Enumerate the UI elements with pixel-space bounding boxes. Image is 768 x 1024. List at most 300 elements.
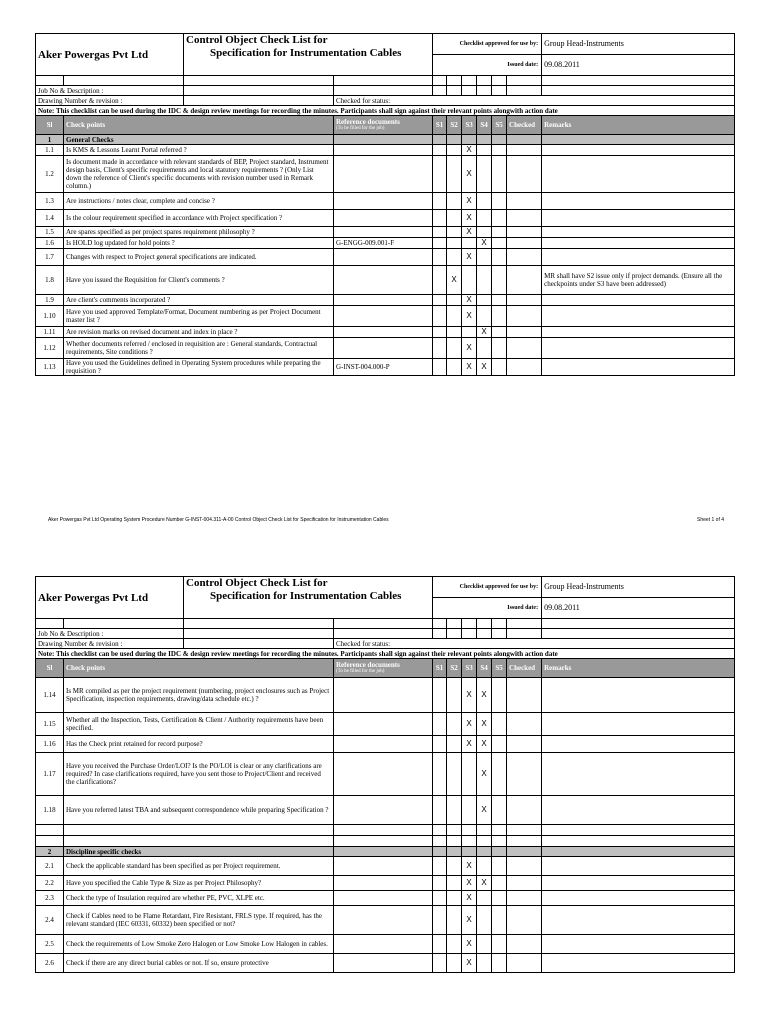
- stage-s5-mark[interactable]: [492, 359, 507, 376]
- stage-s3-mark[interactable]: [462, 796, 477, 825]
- stage-s1-mark[interactable]: [433, 145, 447, 156]
- item-number: 1.13: [36, 359, 64, 376]
- stage-s2-mark[interactable]: [447, 857, 462, 876]
- stage-s1-mark[interactable]: [433, 327, 447, 338]
- stage-s5-mark[interactable]: [492, 266, 507, 295]
- stage-s5-mark[interactable]: [492, 935, 507, 954]
- remarks-cell[interactable]: [542, 713, 735, 736]
- issued-value: 09.08.2011: [542, 55, 735, 76]
- stage-s1-mark[interactable]: [433, 266, 447, 295]
- remarks-cell[interactable]: [542, 338, 735, 359]
- remarks-cell[interactable]: [542, 876, 735, 891]
- table-row: [36, 713, 735, 736]
- item-number: 1.4: [36, 210, 64, 227]
- drawing-value[interactable]: [184, 96, 334, 106]
- issued-label: Issued date:: [433, 598, 542, 619]
- stage-s2-mark[interactable]: [447, 306, 462, 327]
- remarks-cell[interactable]: [542, 156, 735, 193]
- checked-cell[interactable]: [507, 935, 542, 954]
- stage-s4-mark[interactable]: [477, 266, 492, 295]
- check-point-text: Changes with respect to Project general specifications are indicated.: [64, 249, 334, 266]
- stage-s2-mark[interactable]: [447, 753, 462, 796]
- stage-s3-mark[interactable]: [462, 753, 477, 796]
- checked-cell[interactable]: [507, 306, 542, 327]
- note: Note: This checklist can be used during the IDC & design review meetings for recording the minutes. Participants shall sign against their relevant points alongwith action date: [36, 106, 735, 116]
- col-s4: S4: [477, 116, 492, 135]
- reference-document[interactable]: [334, 891, 433, 906]
- stage-s2-mark[interactable]: [447, 238, 462, 249]
- checked-cell[interactable]: [507, 359, 542, 376]
- reference-document[interactable]: [334, 210, 433, 227]
- stage-s1-mark[interactable]: [433, 857, 447, 876]
- stage-s5-mark[interactable]: [492, 876, 507, 891]
- col-remarks: Remarks: [542, 659, 735, 678]
- reference-document[interactable]: [334, 338, 433, 359]
- stage-s2-mark[interactable]: [447, 876, 462, 891]
- check-point-text: Check the requirements of Low Smoke Zero Halogen or Low Smoke Low Halogen in cables.: [64, 935, 334, 954]
- stage-s3-mark[interactable]: X: [462, 193, 477, 210]
- stage-s5-mark[interactable]: [492, 906, 507, 935]
- table-row: [36, 238, 735, 249]
- stage-s5-mark[interactable]: [492, 193, 507, 210]
- approved-value: Group Head-Instruments: [542, 34, 735, 55]
- stage-s2-mark[interactable]: [447, 227, 462, 238]
- checked-cell[interactable]: [507, 891, 542, 906]
- reference-document[interactable]: [334, 193, 433, 210]
- blank-row: [36, 825, 735, 836]
- table-row: [36, 359, 735, 376]
- check-point-text: Is MR compiled as per the project requirement (numbering, project enclosures such as Project Specification, inspection requirements, drawing/data schedule etc.) ?: [64, 678, 334, 713]
- checklist-table: [35, 33, 735, 376]
- stage-s5-mark[interactable]: [492, 713, 507, 736]
- stage-s5-mark[interactable]: [492, 295, 507, 306]
- issued-label: Issued date:: [433, 55, 542, 76]
- stage-s2-mark[interactable]: [447, 906, 462, 935]
- note: Note: This checklist can be used during the IDC & design review meetings for recording the minutes. Participants shall sign against their relevant points alongwith action date: [36, 649, 735, 659]
- table-row: [36, 753, 735, 796]
- reference-document[interactable]: [334, 156, 433, 193]
- item-number: 1.8: [36, 266, 64, 295]
- stage-s3-mark[interactable]: X: [462, 678, 477, 713]
- stage-s2-mark[interactable]: [447, 954, 462, 973]
- table-row: [36, 736, 735, 753]
- col-s1: S1: [433, 659, 447, 678]
- table-row: [36, 227, 735, 238]
- stage-s1-mark[interactable]: [433, 906, 447, 935]
- check-point-text: Have you used approved Template/Format, Document numbering as per Project Document master list ?: [64, 306, 334, 327]
- col-reference-documents: Reference documents (To be filled for the job): [334, 659, 433, 678]
- check-point-text: Have you received the Purchase Order/LOI? Is the PO/LOI is clear or any clarifications are required? In case clarifications required, have you sent those to Project/Client and received the clarifications?: [64, 753, 334, 796]
- checked-cell[interactable]: [507, 876, 542, 891]
- stage-s3-mark[interactable]: X: [462, 145, 477, 156]
- remarks-cell[interactable]: [542, 238, 735, 249]
- table-row: [36, 935, 735, 954]
- stage-s1-mark[interactable]: [433, 736, 447, 753]
- stage-s1-mark[interactable]: [433, 249, 447, 266]
- stage-s3-mark[interactable]: [462, 266, 477, 295]
- stage-s1-mark[interactable]: [433, 227, 447, 238]
- checklist-sheet-1: [35, 33, 734, 376]
- stage-s5-mark[interactable]: [492, 327, 507, 338]
- check-point-text: Is document made in accordance with relevant standards of BEP, Project standard, Instrument design basis, Client's specific requirements and local statutory requirements ? (Only List down the reference of Client's specific documents with revision number used in Remark column.): [64, 156, 334, 193]
- stage-s2-mark[interactable]: [447, 713, 462, 736]
- check-point-text: Is the colour requirement specified in accordance with Project specification ?: [64, 210, 334, 227]
- stage-s5-mark[interactable]: [492, 145, 507, 156]
- stage-s4-mark[interactable]: [477, 249, 492, 266]
- stage-s1-mark[interactable]: [433, 713, 447, 736]
- checked-cell[interactable]: [507, 796, 542, 825]
- job-label: Job No & Description :: [36, 629, 184, 639]
- stage-s5-mark[interactable]: [492, 753, 507, 796]
- stage-s2-mark[interactable]: [447, 736, 462, 753]
- stage-s3-mark[interactable]: X: [462, 935, 477, 954]
- item-number: 2.6: [36, 954, 64, 973]
- table-row: [36, 796, 735, 825]
- reference-document[interactable]: [334, 876, 433, 891]
- stage-s4-mark[interactable]: [477, 145, 492, 156]
- check-point-text: Check if there are any direct burial cables or not. If so, ensure protective: [64, 954, 334, 973]
- checked-cell[interactable]: [507, 736, 542, 753]
- stage-s1-mark[interactable]: [433, 678, 447, 713]
- remarks-cell[interactable]: [542, 857, 735, 876]
- company-name: Aker Powergas Pvt Ltd: [36, 577, 184, 619]
- stage-s4-mark[interactable]: X: [477, 678, 492, 713]
- reference-document[interactable]: [334, 796, 433, 825]
- checked-cell[interactable]: [507, 266, 542, 295]
- table-row: [36, 156, 735, 193]
- remarks-cell[interactable]: [542, 359, 735, 376]
- table-row: [36, 876, 735, 891]
- stage-s3-mark[interactable]: X: [462, 736, 477, 753]
- remarks-cell[interactable]: [542, 145, 735, 156]
- remarks-cell[interactable]: [542, 736, 735, 753]
- stage-s1-mark[interactable]: [433, 891, 447, 906]
- col-sl: Sl: [36, 116, 64, 135]
- stage-s2-mark[interactable]: [447, 891, 462, 906]
- reference-document[interactable]: G-ENGG-009.001-F: [334, 238, 433, 249]
- stage-s3-mark[interactable]: X: [462, 954, 477, 973]
- stage-s4-mark[interactable]: [477, 954, 492, 973]
- stage-s5-mark[interactable]: [492, 678, 507, 713]
- col-s2: S2: [447, 659, 462, 678]
- reference-document[interactable]: [334, 266, 433, 295]
- check-point-text: Check the applicable standard has been specified as per Project requirement.: [64, 857, 334, 876]
- checked-cell[interactable]: [507, 295, 542, 306]
- remarks-cell[interactable]: [542, 935, 735, 954]
- reference-document[interactable]: [334, 713, 433, 736]
- remarks-cell[interactable]: [542, 954, 735, 973]
- check-point-text: Are revision marks on revised document and index in place ?: [64, 327, 334, 338]
- stage-s4-mark[interactable]: [477, 295, 492, 306]
- stage-s4-mark[interactable]: [477, 193, 492, 210]
- stage-s4-mark[interactable]: [477, 306, 492, 327]
- job-value[interactable]: [184, 629, 334, 639]
- stage-s4-mark[interactable]: [477, 857, 492, 876]
- item-number: 1.3: [36, 193, 64, 210]
- item-number: 2.2: [36, 876, 64, 891]
- stage-s1-mark[interactable]: [433, 193, 447, 210]
- checked-cell[interactable]: [507, 145, 542, 156]
- stage-s2-mark[interactable]: [447, 796, 462, 825]
- table-row: [36, 210, 735, 227]
- stage-s2-mark[interactable]: [447, 935, 462, 954]
- reference-document[interactable]: G-INST-004.000-P: [334, 359, 433, 376]
- item-number: 1.5: [36, 227, 64, 238]
- section-header: [36, 135, 735, 145]
- item-number: 1.1: [36, 145, 64, 156]
- stage-s2-mark[interactable]: [447, 295, 462, 306]
- reference-document[interactable]: [334, 145, 433, 156]
- stage-s3-mark[interactable]: [462, 327, 477, 338]
- checked-cell[interactable]: [507, 338, 542, 359]
- stage-s4-mark[interactable]: [477, 935, 492, 954]
- reference-document[interactable]: [334, 857, 433, 876]
- table-row: [36, 306, 735, 327]
- stage-s2-mark[interactable]: [447, 338, 462, 359]
- reference-document[interactable]: [334, 227, 433, 238]
- title-line-1: Control Object Check List for: [186, 577, 328, 589]
- stage-s1-mark[interactable]: [433, 753, 447, 796]
- stage-s2-mark[interactable]: [447, 327, 462, 338]
- stage-s5-mark[interactable]: [492, 227, 507, 238]
- reference-document[interactable]: [334, 678, 433, 713]
- stage-s2-mark[interactable]: [447, 678, 462, 713]
- stage-s4-mark[interactable]: X: [477, 713, 492, 736]
- stage-s2-mark[interactable]: X: [447, 266, 462, 295]
- item-number: 1.2: [36, 156, 64, 193]
- section-number: 2: [36, 847, 64, 857]
- reference-document[interactable]: [334, 753, 433, 796]
- checked-cell[interactable]: [507, 713, 542, 736]
- remarks-cell[interactable]: [542, 193, 735, 210]
- stage-s2-mark[interactable]: [447, 145, 462, 156]
- checked-cell[interactable]: [507, 678, 542, 713]
- stage-s3-mark[interactable]: X: [462, 876, 477, 891]
- stage-s1-mark[interactable]: [433, 238, 447, 249]
- checked-cell[interactable]: [507, 327, 542, 338]
- check-point-text: Have you issued the Requisition for Client's comments ?: [64, 266, 334, 295]
- reference-document[interactable]: [334, 935, 433, 954]
- stage-s5-mark[interactable]: [492, 249, 507, 266]
- reference-document[interactable]: [334, 249, 433, 266]
- stage-s1-mark[interactable]: [433, 954, 447, 973]
- stage-s3-mark[interactable]: X: [462, 906, 477, 935]
- checked-cell[interactable]: [507, 857, 542, 876]
- remarks-cell[interactable]: [542, 249, 735, 266]
- stage-s3-mark[interactable]: X: [462, 338, 477, 359]
- stage-s5-mark[interactable]: [492, 857, 507, 876]
- stage-s5-mark[interactable]: [492, 954, 507, 973]
- check-point-text: Is KMS & Lessons Learnt Portal referred ?: [64, 145, 334, 156]
- checked-status-label: Checked for status:: [334, 639, 735, 649]
- checked-cell[interactable]: [507, 954, 542, 973]
- stage-s4-mark[interactable]: X: [477, 736, 492, 753]
- col-checked: Checked: [507, 116, 542, 135]
- stage-s3-mark[interactable]: X: [462, 891, 477, 906]
- stage-s3-mark[interactable]: X: [462, 306, 477, 327]
- job-label: Job No & Description :: [36, 86, 184, 96]
- checked-cell[interactable]: [507, 193, 542, 210]
- remarks-cell[interactable]: [542, 891, 735, 906]
- stage-s3-mark[interactable]: X: [462, 156, 477, 193]
- remarks-cell[interactable]: [542, 227, 735, 238]
- remarks-cell[interactable]: [542, 906, 735, 935]
- remarks-cell[interactable]: [542, 753, 735, 796]
- checked-cell[interactable]: [507, 210, 542, 227]
- reference-document[interactable]: [334, 736, 433, 753]
- col-s5: S5: [492, 116, 507, 135]
- title-line-2: Specification for Instrumentation Cables: [210, 590, 402, 602]
- section-title: Discipline specific checks: [64, 847, 334, 857]
- stage-s5-mark[interactable]: [492, 306, 507, 327]
- stage-s5-mark[interactable]: [492, 156, 507, 193]
- stage-s1-mark[interactable]: [433, 338, 447, 359]
- checklist-sheet-2: [35, 576, 734, 973]
- stage-s4-mark[interactable]: X: [477, 327, 492, 338]
- check-point-text: Have you specified the Cable Type & Size as per Project Philosophy?: [64, 876, 334, 891]
- title-line-2: Specification for Instrumentation Cables: [210, 47, 402, 59]
- check-point-text: Has the Check print retained for record purpose?: [64, 736, 334, 753]
- reference-document[interactable]: [334, 906, 433, 935]
- stage-s1-mark[interactable]: [433, 306, 447, 327]
- item-number: 2.1: [36, 857, 64, 876]
- stage-s1-mark[interactable]: [433, 796, 447, 825]
- item-number: 1.14: [36, 678, 64, 713]
- table-row: [36, 678, 735, 713]
- col-sl: Sl: [36, 659, 64, 678]
- stage-s3-mark[interactable]: X: [462, 857, 477, 876]
- item-number: 2.5: [36, 935, 64, 954]
- stage-s2-mark[interactable]: [447, 193, 462, 210]
- checked-cell[interactable]: [507, 227, 542, 238]
- check-point-text: Are instructions / notes clear, complete and concise ?: [64, 193, 334, 210]
- table-row: [36, 295, 735, 306]
- stage-s3-mark[interactable]: [462, 238, 477, 249]
- stage-s2-mark[interactable]: [447, 156, 462, 193]
- stage-s1-mark[interactable]: [433, 156, 447, 193]
- remarks-cell[interactable]: [542, 796, 735, 825]
- footer-procedure: Aker Powergas Pvt Ltd Operating System Procedure Number G-INST-004.311-A-00 Control Object Check List for Specification for Instrumentation Cables: [48, 517, 389, 523]
- stage-s4-mark[interactable]: X: [477, 796, 492, 825]
- stage-s3-mark[interactable]: X: [462, 359, 477, 376]
- checked-cell[interactable]: [507, 753, 542, 796]
- stage-s4-mark[interactable]: [477, 891, 492, 906]
- remarks-cell[interactable]: [542, 678, 735, 713]
- stage-s4-mark[interactable]: X: [477, 876, 492, 891]
- col-s2: S2: [447, 116, 462, 135]
- col-remarks: Remarks: [542, 116, 735, 135]
- stage-s2-mark[interactable]: [447, 210, 462, 227]
- remarks-cell[interactable]: [542, 327, 735, 338]
- col-s1: S1: [433, 116, 447, 135]
- table-row: [36, 249, 735, 266]
- item-number: 1.12: [36, 338, 64, 359]
- stage-s2-mark[interactable]: [447, 359, 462, 376]
- stage-s4-mark[interactable]: [477, 338, 492, 359]
- stage-s4-mark[interactable]: X: [477, 238, 492, 249]
- col-reference-documents: Reference documents (To be filled for the job): [334, 116, 433, 135]
- checked-cell[interactable]: [507, 906, 542, 935]
- footer-sheet-number: Sheet 1 of 4: [697, 517, 724, 523]
- stage-s3-mark[interactable]: X: [462, 210, 477, 227]
- reference-document[interactable]: [334, 327, 433, 338]
- table-row: [36, 857, 735, 876]
- stage-s3-mark[interactable]: X: [462, 249, 477, 266]
- table-row: [36, 954, 735, 973]
- table-row: [36, 193, 735, 210]
- check-point-text: Whether documents referred / enclosed in requisition are : General standards, Contractual requirements, Site conditions ?: [64, 338, 334, 359]
- stage-s5-mark[interactable]: [492, 338, 507, 359]
- stage-s4-mark[interactable]: [477, 906, 492, 935]
- stage-s5-mark[interactable]: [492, 796, 507, 825]
- approved-label: Checklist approved for use by:: [433, 34, 542, 55]
- checked-cell[interactable]: [507, 156, 542, 193]
- stage-s1-mark[interactable]: [433, 295, 447, 306]
- col-s5: S5: [492, 659, 507, 678]
- job-value[interactable]: [184, 86, 334, 96]
- section-number: 1: [36, 135, 64, 145]
- stage-s4-mark[interactable]: [477, 210, 492, 227]
- check-point-text: Is HOLD log updated for hold points ?: [64, 238, 334, 249]
- company-name: Aker Powergas Pvt Ltd: [36, 34, 184, 76]
- checked-cell[interactable]: [507, 238, 542, 249]
- table-row: [36, 338, 735, 359]
- item-number: 2.3: [36, 891, 64, 906]
- item-number: 1.11: [36, 327, 64, 338]
- reference-document[interactable]: [334, 306, 433, 327]
- stage-s5-mark[interactable]: [492, 210, 507, 227]
- stage-s5-mark[interactable]: [492, 238, 507, 249]
- col-s4: S4: [477, 659, 492, 678]
- remarks-cell[interactable]: [542, 295, 735, 306]
- stage-s4-mark[interactable]: [477, 156, 492, 193]
- table-row: [36, 906, 735, 935]
- stage-s4-mark[interactable]: [477, 227, 492, 238]
- section-header: [36, 847, 735, 857]
- reference-document[interactable]: [334, 295, 433, 306]
- stage-s3-mark[interactable]: X: [462, 295, 477, 306]
- stage-s5-mark[interactable]: [492, 736, 507, 753]
- col-s3: S3: [462, 116, 477, 135]
- stage-s4-mark[interactable]: X: [477, 359, 492, 376]
- stage-s3-mark[interactable]: X: [462, 713, 477, 736]
- item-number: 1.9: [36, 295, 64, 306]
- stage-s1-mark[interactable]: [433, 359, 447, 376]
- remarks-cell[interactable]: [542, 210, 735, 227]
- stage-s1-mark[interactable]: [433, 935, 447, 954]
- stage-s2-mark[interactable]: [447, 249, 462, 266]
- title-line-1: Control Object Check List for: [186, 34, 328, 46]
- stage-s1-mark[interactable]: [433, 210, 447, 227]
- remarks-cell[interactable]: [542, 306, 735, 327]
- stage-s1-mark[interactable]: [433, 876, 447, 891]
- checked-cell[interactable]: [507, 249, 542, 266]
- checked-status-label: Checked for status:: [334, 96, 735, 106]
- stage-s5-mark[interactable]: [492, 891, 507, 906]
- remarks-cell[interactable]: MR shall have S2 issue only if project demands. (Ensure all the checkpoints under S3 have been addressed): [542, 266, 735, 295]
- reference-document[interactable]: [334, 954, 433, 973]
- drawing-value[interactable]: [184, 639, 334, 649]
- document-title: [184, 34, 433, 76]
- col-s3: S3: [462, 659, 477, 678]
- stage-s4-mark[interactable]: X: [477, 753, 492, 796]
- item-number: 1.10: [36, 306, 64, 327]
- stage-s3-mark[interactable]: X: [462, 227, 477, 238]
- drawing-label: Drawing Number & revision :: [36, 96, 184, 106]
- col-checked: Checked: [507, 659, 542, 678]
- item-number: 2.4: [36, 906, 64, 935]
- col-check-points: Check points: [64, 116, 334, 135]
